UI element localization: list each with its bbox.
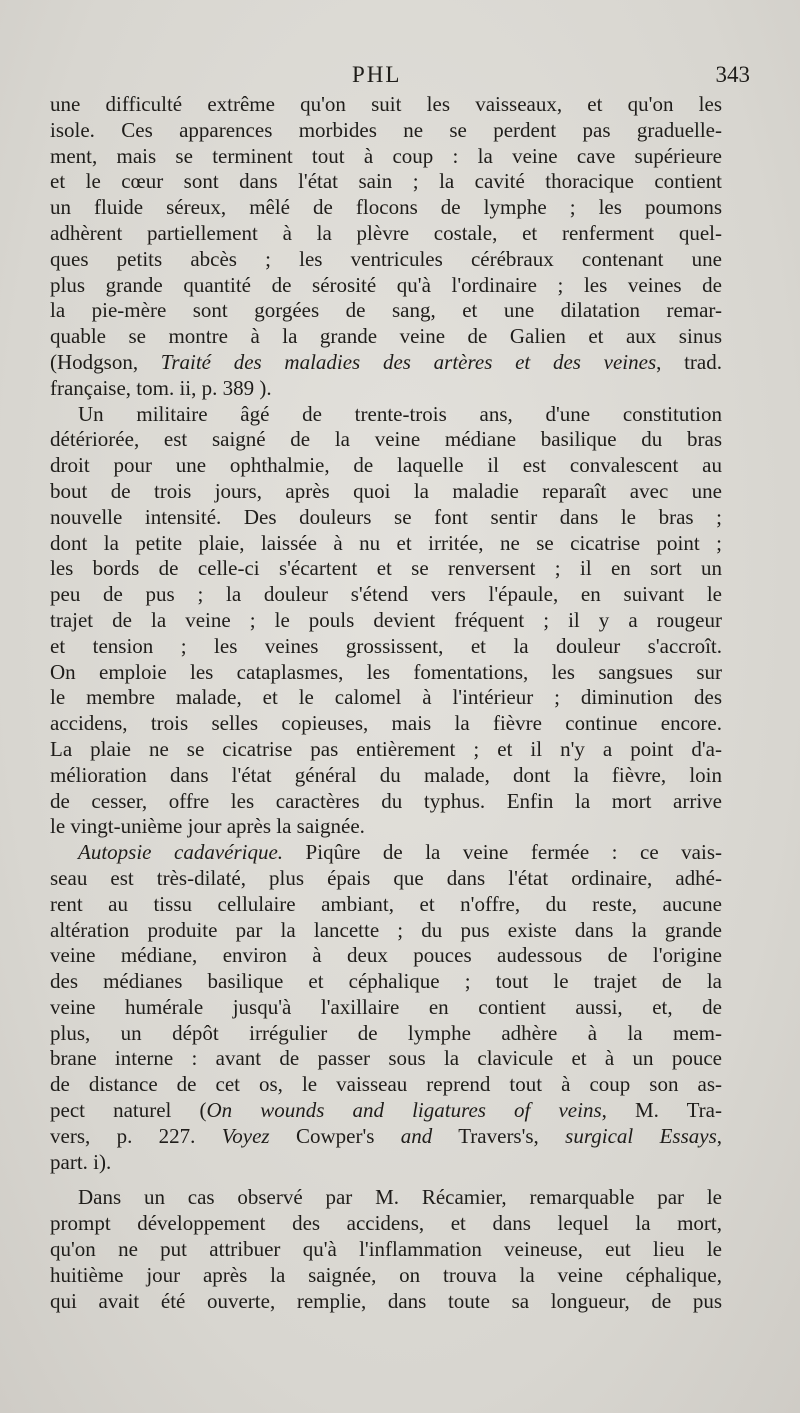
text-line: détériorée, est saigné de la veine médiane basilique du bras [50,427,722,452]
text-line: ques petits abcès ; les ventricules cérébraux contenant une [50,246,722,271]
citation-line [50,350,722,376]
text-line: brane interne : avant de passer sous la clavicule et à un pouce [50,1046,722,1071]
citation-text: Travers's, [432,1123,566,1148]
text-line: et le cœur sont dans l'état sain ; la cavité thoracique contient [50,169,722,194]
citation-title: surgical Essays [565,1123,717,1148]
citation-text: vers, p. 227. [50,1123,222,1148]
text-line: seau est très-dilaté, plus épais que dans l'état ordinaire, adhé- [50,865,722,890]
text-line: rent au tissu cellulaire ambiant, et n'offre, du reste, aucune [50,891,722,916]
text-line: veine médiane, environ à deux pouces audessous de l'origine [50,943,722,968]
text-line: mélioration dans l'état général du malade, dont la fièvre, loin [50,762,722,787]
text-line: le vingt-unième jour après la saignée. [50,814,365,839]
text-line: ment, mais se terminent tout à coup : la veine cave supérieure [50,143,722,168]
text-line: accidens, trois selles copieuses, mais la fièvre continue encore. [50,711,722,736]
citation-text: (Hodgson, [50,349,161,374]
citation-line [50,1098,722,1124]
text-line: qu'on ne put attribuer qu'à l'inflammation veineuse, eut lieu le [50,1237,722,1262]
text-line: droit pour une ophthalmie, de laquelle il est convalescent au [50,453,722,478]
text-line: peu de pus ; la douleur s'étend vers l'épaule, en suivant le [50,582,722,607]
citation-text: pect naturel ( [50,1098,207,1123]
text-line: de cesser, offre les caractères du typhus. Enfin la mort arrive [50,788,722,813]
text-line: le membre malade, et le calomel à l'intérieur ; diminution des [50,685,722,710]
citation-text: , [716,1123,722,1148]
section-lead: Autopsie cadavérique. [78,840,284,865]
text-line: qui avait été ouverte, remplie, dans toute sa longueur, de pus [50,1288,722,1313]
text-line: trajet de la veine ; le pouls devient fréquent ; il y a rougeur [50,607,722,632]
text-line: une difficulté extrême qu'on suit les vaisseaux, et qu'on les [50,92,722,116]
text-line: un fluide séreux, mêlé de flocons de lymphe ; les poumons [50,195,722,220]
text-line: La plaie ne se cicatrise pas entièrement ; et il n'y a point d'a- [50,736,722,761]
text-line: quable se montre à la grande veine de Galien et aux sinus [50,324,722,349]
text-line [50,840,722,866]
citation-title: On wounds and ligatures of veins [206,1098,602,1123]
text-line: adhèrent partiellement à la plèvre costale, et renferment quel- [50,220,722,245]
text-line: nouvelle intensité. Des douleurs se font sentir dans le bras ; [50,504,722,529]
paragraph-gap [50,1175,722,1185]
citation-italic: and [400,1123,433,1148]
text-line: française, tom. ii, p. 389 ). [50,375,272,400]
text-line: Un militaire âgé de trente-trois ans, d'une constitution [78,401,722,426]
text-line: des médianes basilique et céphalique ; tout le trajet de la [50,969,722,994]
text-line: On emploie les cataplasmes, les fomentations, les sangsues sur [50,659,722,684]
citation-title: Traité des maladies des artères et des veines [160,349,657,374]
page-number: 343 [715,62,750,87]
text-line: la pie-mère sont gorgées de sang, et une dilatation remar- [50,298,722,323]
text-line: de distance de cet os, le vaisseau reprend tout à coup son as- [50,1072,722,1097]
text-line: plus, un dépôt irrégulier de lymphe adhère à la mem- [50,1020,722,1045]
text-line: les bords de celle-ci s'écartent et se renversent ; il en sort un [50,556,722,581]
text-line: Dans un cas observé par M. Récamier, remarquable par le [78,1185,722,1210]
text-line: prompt développement des accidens, et dans lequel la mort, [50,1211,722,1236]
text-line: altération produite par la lancette ; du pus existe dans la grande [50,917,722,942]
citation-italic: Voyez [221,1123,270,1148]
text-line: huitième jour après la saignée, on trouva la veine céphalique, [50,1262,722,1287]
text-line: veine humérale jusqu'à l'axillaire en contient aussi, et, de [50,994,722,1019]
running-head [0,62,800,92]
citation-line [50,1124,722,1150]
citation-text: Cowper's [269,1123,401,1148]
text-line: part. i). [50,1149,112,1174]
text-line: plus grande quantité de sérosité qu'à l'ordinaire ; les veines de [50,272,722,297]
text-fragment: Piqûre de la veine fermée : ce vais- [283,840,722,865]
citation-text: , trad. [656,349,722,374]
body-text [50,92,722,1314]
text-line: dont la petite plaie, laissée à nu et irritée, ne se cicatrise point ; [50,530,722,555]
text-line: bout de trois jours, après quoi la maladie reparaît avec une [50,478,722,503]
citation-text: , M. Tra- [601,1098,722,1123]
text-line: isole. Ces apparences morbides ne se perdent pas graduelle- [50,117,722,142]
running-title: PHL [352,62,402,87]
text-line: et tension ; les veines grossissent, et la douleur s'accroît. [50,633,722,658]
